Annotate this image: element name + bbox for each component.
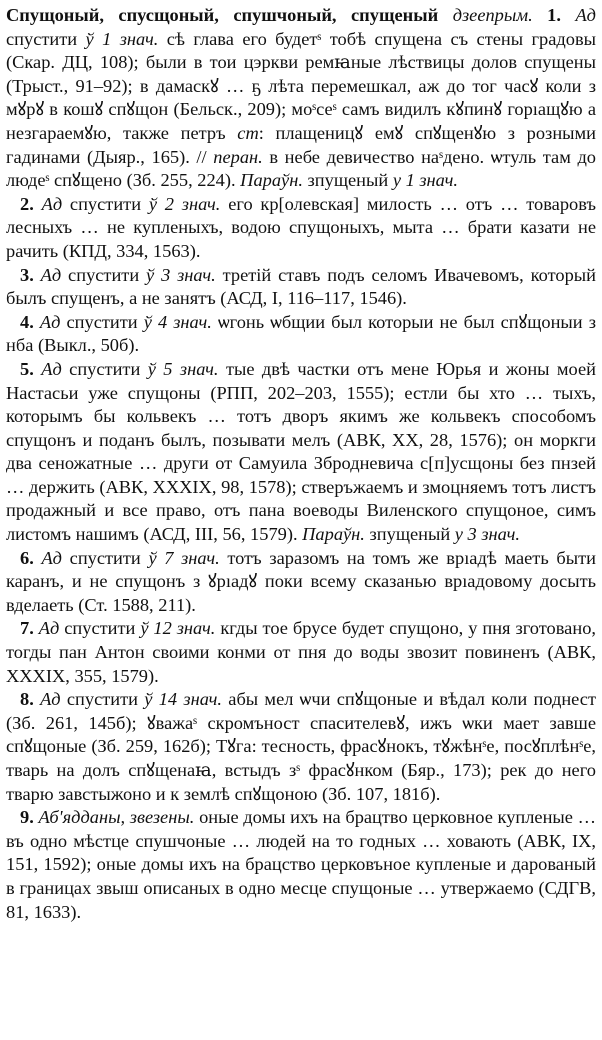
sense-lead: Ад — [41, 547, 62, 568]
sense-figurative-label: перан. — [213, 146, 263, 167]
sense-lead: Ад — [41, 193, 63, 214]
sense-ref-word: спустити — [62, 547, 149, 568]
sense-ref: ў 2 знач. — [148, 193, 221, 214]
sense-6 — [6, 547, 596, 618]
sense-lead: Ад — [39, 311, 61, 332]
sense-ref-word: спустити — [61, 264, 147, 285]
sense-text: абы мел ѡчи спꙋщоные и вѣдал коли поднест (Зб. 261, 145б); ꙋважаˢ скромъност спасителевꙋ, ижъ ѡки мает завше спꙋщоные (Зб. 259, 162б); Тꙋга: тесность, фрасꙋнокъ, тꙋжѣнˢе, посꙋплѣнˢе, тварь на долъ спꙋщенаꙗ, встыдъ зˢ фрасꙋнком (Бяр., 173); рек до него тварю завстыжоно и к землѣ спꙋщоною (Зб. 107, 181б). — [6, 689, 596, 804]
compare-word: зпущеный — [302, 170, 393, 191]
compare-label: Параўн. — [240, 170, 303, 191]
sense-text: тотъ заразомъ на томъ же врıадѣ маеть быти каранъ, и не спущонъ з ꙋрıадꙋ поки всему сказанью врıадовому досыть вделаеть (Ст. 1588, 211). — [6, 547, 596, 615]
sense-ref-word: спустити — [62, 193, 149, 214]
sense-number: 9. — [20, 807, 34, 828]
sense-1 — [6, 4, 596, 193]
sense-8 — [6, 688, 596, 806]
sense-ref: ў 5 знач. — [147, 358, 219, 379]
sense-text: : плащеницꙋ емꙋ спꙋщенꙋю з розными гадинами (Дыяр., 165). // — [6, 122, 597, 167]
sense-text: кгды тое брусе будет спущоно, у пня зготовано, тогды пан Антон своими конми от пня до воды звозит повиненъ (АВК, XXXIX, 355, 1579). — [6, 618, 596, 686]
headword: Спущоный, спусщоный, спушчоный, спущеный — [6, 5, 439, 25]
compare-ref: у 3 знач. — [454, 524, 520, 545]
sense-ref-word: спустити — [6, 28, 86, 49]
sense-number: 2. — [20, 193, 34, 214]
sense-number: 1. — [547, 5, 561, 25]
sense-lead: Ад — [38, 618, 60, 639]
sense-number: 6. — [20, 547, 34, 568]
sense-text: третій ставъ подъ селомъ Ивачевомъ, который былъ спущенъ, а не занятъ (АСД, I, 116–117, 1546). — [6, 264, 596, 309]
compare-label: Параўн. — [302, 524, 365, 545]
sense-7 — [6, 617, 596, 688]
sense-ref: ў 7 знач. — [148, 547, 220, 568]
sense-text: сѣ глава его будетˢ тобѣ спущена съ стены градовы (Скар. ДЦ, 108); были в тои цэркви ремꙗные лѣствицы долов спущены (Трыст., 91–92); в дамаскꙋ … ҕ лѣта перемешкал, аж до тог часꙋ коли з мꙋрꙋ в кошꙋ спꙋщон (Бельск., 209); моˢсеˢ самъ видилъ кꙋпинꙋ горıащꙋю а незгараемꙋю, также петръ — [6, 28, 597, 143]
sense-text: в небе девичество наˢдено. ѡтуль там до людеˢ спꙋщено (Зб. 255, 224). — [6, 146, 597, 191]
sense-3 — [6, 264, 596, 311]
sense-lead: Ад — [40, 264, 62, 285]
sense-ref: ў 3 знач. — [146, 264, 216, 285]
sense-ref-word: спустити — [61, 358, 148, 379]
sense-ref: ў 4 знач. — [143, 311, 212, 332]
sense-lead: Аб'ядданы, звезены. — [38, 807, 195, 828]
sense-number: 7. — [20, 618, 34, 639]
headword-label: дзеепрым. — [452, 5, 533, 25]
sense-number: 3. — [20, 264, 34, 285]
sense-lead: Ад — [575, 5, 596, 25]
sense-text: оные домы ихъ на брацтво церковное купленые … въ одно мѣстце спушчоные … людей на то годных … ховають (АВК, IX, 151, 1592); оные домы ихъ на брацство церковъное купленые и дарованый в границах звыш описаных в одно месце спущоные … утвержаемо (СДГВ, 81, 1633). — [6, 807, 596, 922]
sense-9 — [6, 806, 596, 924]
sense-4 — [6, 311, 596, 358]
sense-ref: ў 14 знач. — [144, 689, 223, 710]
sense-text: его кр[олевская] милость … отъ … товаровъ лесныхъ … не купленыхъ, водою спущоныхъ, мыта … брати казати не рачить (КПД, 334, 1563). — [6, 193, 596, 261]
sense-2 — [6, 193, 596, 264]
sense-number: 8. — [20, 689, 34, 710]
compare-ref: у 1 знач. — [392, 170, 458, 191]
sense-ref-word: спустити — [60, 311, 144, 332]
sense-text: ѡгонь ѡбщии был которыи не был спꙋщоныи з нба (Выкл., 50б). — [6, 311, 596, 356]
sense-ref-word: спустити — [60, 689, 145, 710]
sense-ref: ў 1 знач. — [85, 28, 159, 49]
dictionary-entry — [6, 4, 596, 924]
sense-abbrev: ст — [237, 122, 259, 143]
sense-lead: Ад — [41, 358, 62, 379]
sense-number: 5. — [20, 358, 34, 379]
sense-number: 4. — [20, 311, 34, 332]
sense-ref: ў 12 знач. — [140, 618, 216, 639]
sense-text: тые двѣ частки отъ мене Юрья и жоны моей Настасьи уже спущоны (РПП, 202–203, 1555); естли бы хто … тыхъ, которымъ бы кольвекъ … тотъ дворъ якимъ же кольвекъ способомъ спущонъ и поданъ былъ, позывати мелъ (АВК, XX, 28, 1576); он моркги два сеножатные … други от Самуила Збродневича с[п]усщоны без пнзей … держить (АВК, XXXIX, 98, 1578); стверъжаемъ и змоцняемъ тотъ листъ продажный и все право, отъ пана воеводы Виленского спущоное, симъ листомъ нашимъ (АСД, III, 56, 1579). — [6, 358, 596, 545]
sense-ref-word: спустити — [59, 618, 141, 639]
sense-5 — [6, 358, 596, 547]
compare-word: зпущеный — [364, 524, 455, 545]
sense-lead: Ад — [40, 689, 61, 710]
